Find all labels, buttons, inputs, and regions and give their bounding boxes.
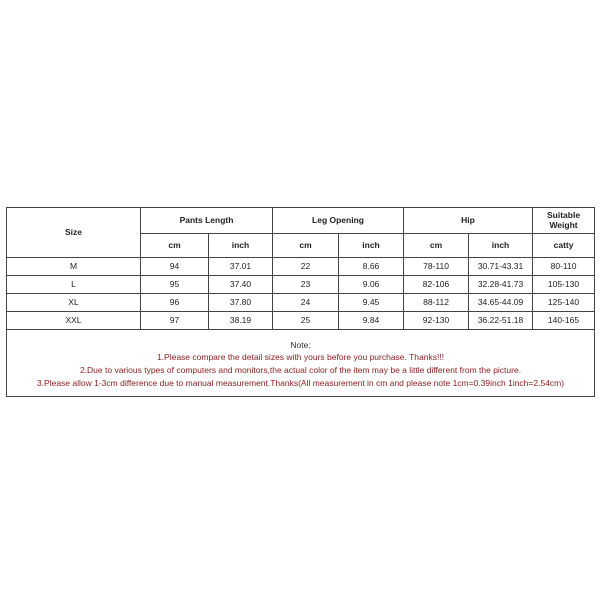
- size-cell: M: [7, 258, 141, 276]
- note-line: 1.Please compare the detail sizes with yours before you purchase. Thanks!!!: [156, 352, 445, 363]
- table-cell: 34.65-44.09: [469, 294, 533, 312]
- table-row: [7, 312, 595, 330]
- table-cell: 9.06: [339, 276, 404, 294]
- unit-header: cm: [404, 234, 469, 258]
- note-title: Note:: [290, 339, 311, 350]
- table-cell: 9.45: [339, 294, 404, 312]
- unit-header: catty: [533, 234, 595, 258]
- note-line: 2.Due to various types of computers and monitors,the actual color of the item may be a little different from the picture.: [79, 365, 522, 375]
- unit-header: cm: [141, 234, 209, 258]
- table-cell: 32.28-41.73: [469, 276, 533, 294]
- size-cell: XXL: [7, 312, 141, 330]
- table-cell: 38.19: [209, 312, 273, 330]
- table-cell: 88-112: [404, 294, 469, 312]
- hip-header: Hip: [404, 208, 533, 234]
- table-cell: 23: [273, 276, 339, 294]
- size-cell: XL: [7, 294, 141, 312]
- table-cell: 94: [141, 258, 209, 276]
- table-cell: 37.40: [209, 276, 273, 294]
- table-cell: 37.80: [209, 294, 273, 312]
- table-row: [7, 294, 595, 312]
- table-cell: 140-165: [533, 312, 595, 330]
- group-header-row: [7, 208, 595, 234]
- table-cell: 96: [141, 294, 209, 312]
- table-cell: 78-110: [404, 258, 469, 276]
- size-chart-table: [6, 207, 595, 397]
- table-cell: 30.71-43.31: [469, 258, 533, 276]
- table-cell: 105-130: [533, 276, 595, 294]
- table-cell: 22: [273, 258, 339, 276]
- table-cell: 92-130: [404, 312, 469, 330]
- table-cell: 80-110: [533, 258, 595, 276]
- note-line: 3.Please allow 1-3cm difference due to manual measurement.Thanks(All measurement in cm and please note 1cm=0.39inch 1inch=2.54cm): [36, 377, 565, 388]
- table-cell: 125-140: [533, 294, 595, 312]
- unit-header: inch: [469, 234, 533, 258]
- table-cell: 36.22-51.18: [469, 312, 533, 330]
- table-row: [7, 276, 595, 294]
- unit-header: cm: [273, 234, 339, 258]
- table-cell: 8.66: [339, 258, 404, 276]
- table-row: [7, 258, 595, 276]
- unit-header: inch: [339, 234, 404, 258]
- table-cell: 24: [273, 294, 339, 312]
- suitable-weight-header: Suitable Weight: [533, 208, 595, 234]
- size-header: Size: [7, 208, 141, 258]
- table-cell: 37.01: [209, 258, 273, 276]
- table-cell: 9.84: [339, 312, 404, 330]
- note-row: [7, 330, 595, 397]
- size-cell: L: [7, 276, 141, 294]
- note-section: [7, 330, 595, 397]
- table-cell: 25: [273, 312, 339, 330]
- pants-length-header: Pants Length: [141, 208, 273, 234]
- table-cell: 82-106: [404, 276, 469, 294]
- leg-opening-header: Leg Opening: [273, 208, 404, 234]
- unit-header: inch: [209, 234, 273, 258]
- table-cell: 97: [141, 312, 209, 330]
- table-cell: 95: [141, 276, 209, 294]
